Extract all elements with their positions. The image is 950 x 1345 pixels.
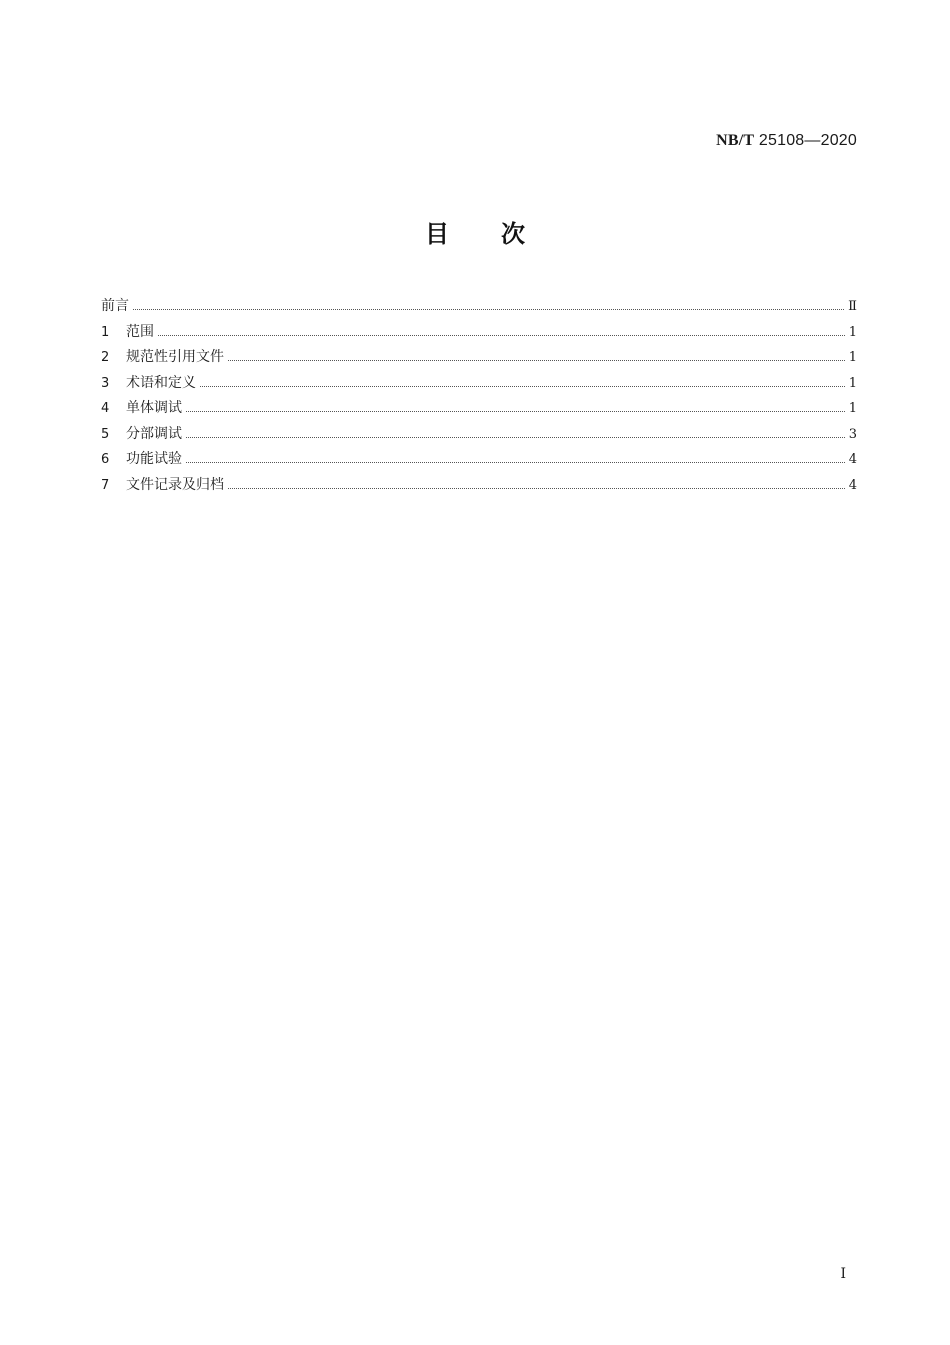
toc-entry-page: 4	[848, 452, 857, 467]
toc-entry-documentation-archiving[interactable]	[101, 473, 857, 499]
toc-entry-label: 功能试验	[126, 451, 182, 467]
toc-entry-label: 规范性引用文件	[126, 349, 224, 365]
toc-entry-page: Ⅱ	[848, 299, 857, 314]
toc-entry-number: 7	[101, 477, 110, 493]
toc-entry-number: 2	[101, 350, 110, 365]
toc-entry-label: 单体调试	[126, 400, 182, 416]
page-number: I	[840, 1266, 846, 1282]
toc-entry-number: 4	[101, 401, 110, 416]
toc-entry-number: 3	[101, 375, 110, 391]
toc-dot-leader	[186, 462, 845, 463]
toc-entry-label: 范围	[126, 323, 154, 340]
toc-entry-number: 5	[101, 426, 110, 442]
toc-entry-foreword[interactable]	[101, 294, 857, 320]
toc-entry-page: 1	[848, 401, 857, 416]
table-of-contents	[101, 294, 857, 498]
toc-entry-label: 分部调试	[126, 425, 182, 442]
toc-entry-subsystem-commissioning[interactable]	[101, 422, 857, 448]
standard-code-prefix: NB/T	[716, 132, 755, 149]
toc-entry-label: 前言	[101, 298, 129, 314]
toc-entry-page: 1	[848, 324, 857, 340]
toc-entry-number: 6	[101, 452, 110, 467]
toc-entry-page: 4	[848, 477, 857, 493]
toc-dot-leader	[200, 386, 845, 387]
toc-entry-page: 3	[848, 426, 857, 442]
toc-entry-functional-test[interactable]	[101, 447, 857, 473]
toc-title: 目次	[425, 220, 577, 248]
toc-entry-normative-references[interactable]	[101, 345, 857, 371]
toc-entry-scope[interactable]	[101, 320, 857, 346]
toc-entry-page: 1	[848, 375, 857, 391]
toc-dot-leader	[228, 360, 845, 361]
standard-code	[716, 132, 857, 150]
toc-dot-leader	[228, 488, 845, 489]
toc-dot-leader	[186, 437, 845, 438]
toc-entry-unit-commissioning[interactable]	[101, 396, 857, 422]
standard-code-number: 25108—2020	[758, 132, 857, 149]
toc-entry-label: 文件记录及归档	[126, 476, 224, 493]
toc-entry-terms-definitions[interactable]	[101, 371, 857, 397]
toc-entry-page: 1	[848, 350, 857, 365]
toc-entry-label: 术语和定义	[126, 374, 196, 391]
toc-entry-number: 1	[101, 324, 110, 340]
toc-dot-leader	[133, 309, 844, 310]
toc-dot-leader	[186, 411, 845, 412]
toc-dot-leader	[158, 335, 845, 336]
